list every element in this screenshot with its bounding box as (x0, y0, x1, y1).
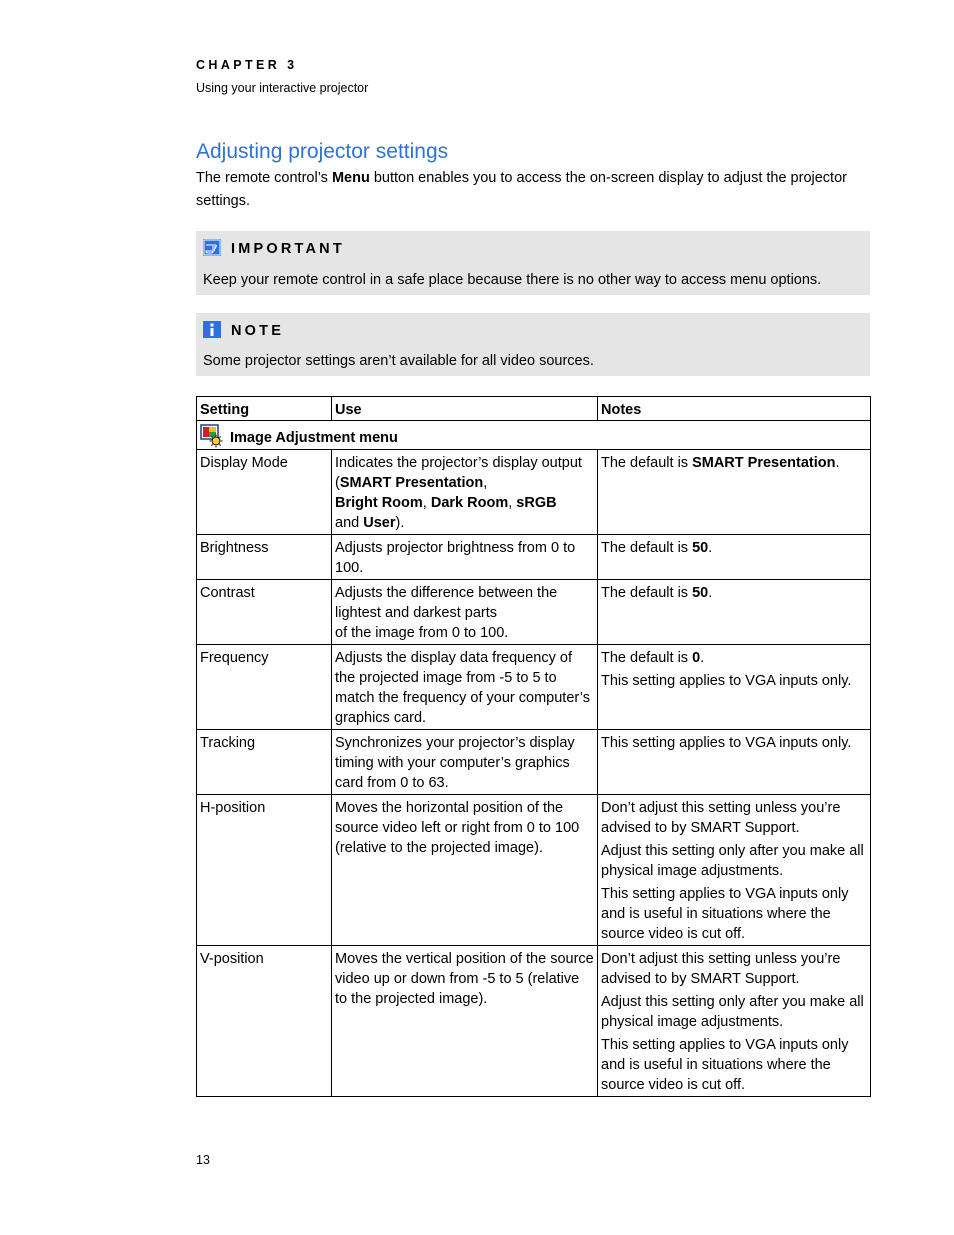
settings-table (196, 396, 871, 1097)
table-row (197, 580, 871, 645)
chapter-subtitle: Using your interactive projector (196, 81, 369, 95)
menu-button-name: Menu (331, 170, 370, 186)
use-cell: Adjusts the difference between the lightest and darkest parts of the image from 0 to 100. (332, 580, 598, 645)
important-title: IMPORTANT (231, 241, 345, 257)
chapter-label: CHAPTER 3 (196, 58, 298, 72)
section-heading: Adjusting projector settings (196, 140, 449, 163)
note-title: NOTE (231, 323, 285, 339)
table-header-row (197, 397, 871, 421)
table-row (197, 730, 871, 795)
menu-section-label: Image Adjustment menu (230, 430, 398, 446)
table-row (197, 535, 871, 580)
setting-cell: Display Mode (197, 450, 332, 535)
column-header-use: Use (332, 397, 598, 421)
notes-cell: The default is SMART Presentation. (598, 450, 871, 535)
page-number: 13 (196, 1153, 210, 1167)
use-cell: Moves the vertical position of the source video up or down from -5 to 5 (relative to the projected image). (332, 946, 598, 1097)
notes-cell: The default is 50. (598, 535, 871, 580)
notes-cell: The default is 50. (598, 580, 871, 645)
setting-cell: Frequency (197, 645, 332, 730)
use-cell: Moves the horizontal position of the source video left or right from 0 to 100 (relative to the projected image). (332, 795, 598, 946)
table-row (197, 795, 871, 946)
table-row (197, 450, 871, 535)
menu-section-cell (197, 421, 871, 450)
note-callout (196, 313, 870, 376)
notes-cell: This setting applies to VGA inputs only. (598, 730, 871, 795)
setting-cell: Brightness (197, 535, 332, 580)
column-header-notes: Notes (598, 397, 871, 421)
notes-cell: Don’t adjust this setting unless you’re advised to by SMART Support. Adjust this setting only after you make all physical image adjustments. This setting applies to VGA inputs only and is useful in situations where the source video is cut off. (598, 795, 871, 946)
menu-section-row (197, 421, 871, 450)
use-cell: Indicates the projector’s display output (SMART Presentation, Bright Room, Dark Room, sRGB and User). (332, 450, 598, 535)
use-cell: Adjusts projector brightness from 0 to 100. (332, 535, 598, 580)
important-text: Keep your remote control in a safe place because there is no other way to access menu options. (203, 272, 822, 288)
setting-cell: V-position (197, 946, 332, 1097)
setting-cell: Tracking (197, 730, 332, 795)
setting-cell: H-position (197, 795, 332, 946)
use-cell: Adjusts the display data frequency of the projected image from -5 to 5 to match the frequency of your computer’s graphics card. (332, 645, 598, 730)
setting-cell: Contrast (197, 580, 332, 645)
table-row (197, 645, 871, 730)
column-header-setting: Setting (197, 397, 332, 421)
use-cell: Synchronizes your projector’s display timing with your computer’s graphics card from 0 to 63. (332, 730, 598, 795)
image-adjustment-icon (200, 424, 224, 448)
table-row (197, 946, 871, 1097)
notes-cell: Don’t adjust this setting unless you’re advised to by SMART Support. Adjust this setting only after you make all physical image adjustments. This setting applies to VGA inputs only and is useful in situations where the source video is cut off. (598, 946, 871, 1097)
note-text: Some projector settings aren’t available for all video sources. (203, 353, 594, 369)
intro-paragraph: The remote control’s Menu button enables you to access the on-screen display to adjust the projector settings. (196, 170, 847, 209)
info-icon (203, 321, 221, 338)
pointing-hand-icon (203, 239, 221, 256)
important-callout (196, 231, 870, 295)
notes-cell: The default is 0. This setting applies to VGA inputs only. (598, 645, 871, 730)
